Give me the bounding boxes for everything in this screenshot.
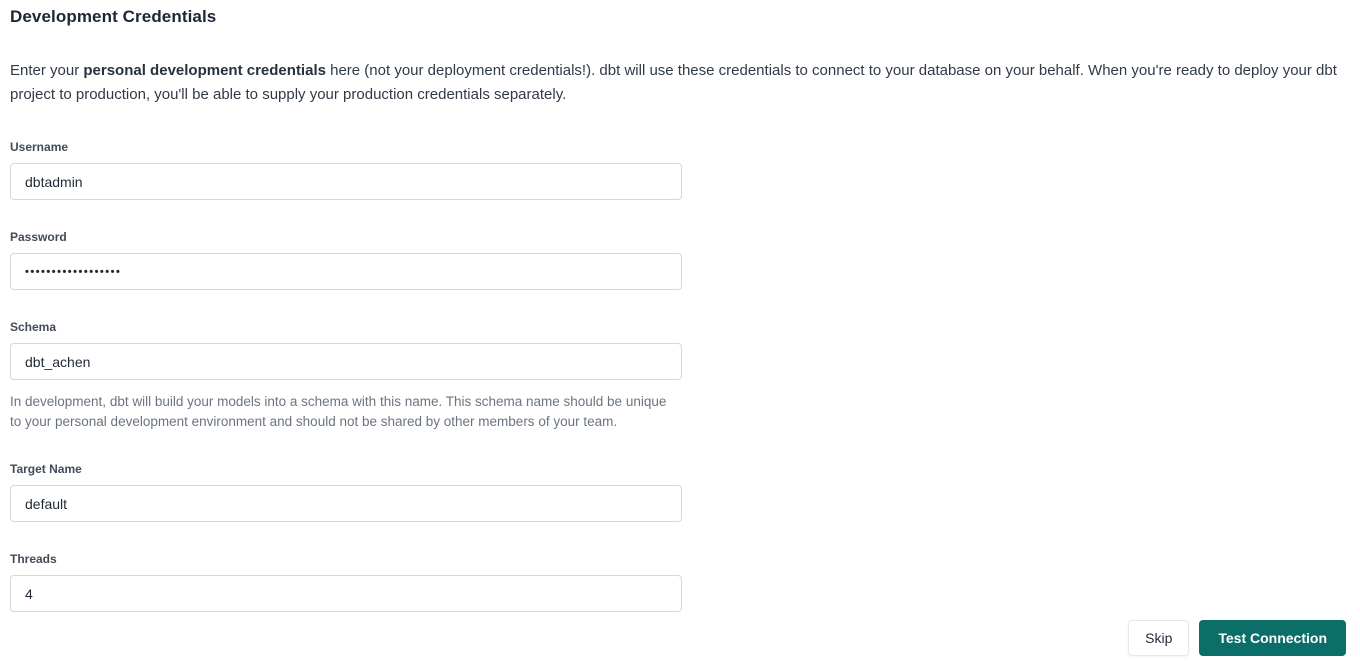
threads-field-group (10, 552, 682, 612)
form-actions (1128, 620, 1346, 656)
target-name-label: Target Name (10, 462, 82, 476)
test-connection-button[interactable]: Test Connection (1199, 620, 1346, 656)
schema-label: Schema (10, 320, 57, 334)
page-title: Development Credentials (10, 7, 217, 26)
username-field-group (10, 140, 682, 200)
username-label: Username (10, 140, 69, 154)
schema-help-text: In development, dbt will build your models into a schema with this name. This schema name should be unique to your personal development environment and should not be shared by other members of your team. (10, 394, 667, 429)
target-name-field-group (10, 462, 682, 522)
username-input[interactable] (10, 163, 682, 200)
threads-label: Threads (10, 552, 57, 566)
intro-text-bold: personal development credentials (83, 62, 326, 79)
schema-input[interactable] (10, 343, 682, 380)
password-input[interactable] (10, 253, 682, 290)
intro-paragraph (10, 59, 1346, 107)
password-field-group (10, 230, 682, 290)
skip-button[interactable]: Skip (1128, 620, 1189, 656)
password-label: Password (10, 230, 67, 244)
threads-input[interactable] (10, 575, 682, 612)
target-name-input[interactable] (10, 485, 682, 522)
intro-text-after: here (not your deployment credentials!). dbt will use these credentials to connect to your database on your behalf. When you're ready to deploy your dbt project to production, you'll be able to supply your production credentials separately. (10, 62, 1337, 103)
intro-text-before: Enter your (10, 62, 84, 79)
schema-field-group (10, 320, 682, 432)
